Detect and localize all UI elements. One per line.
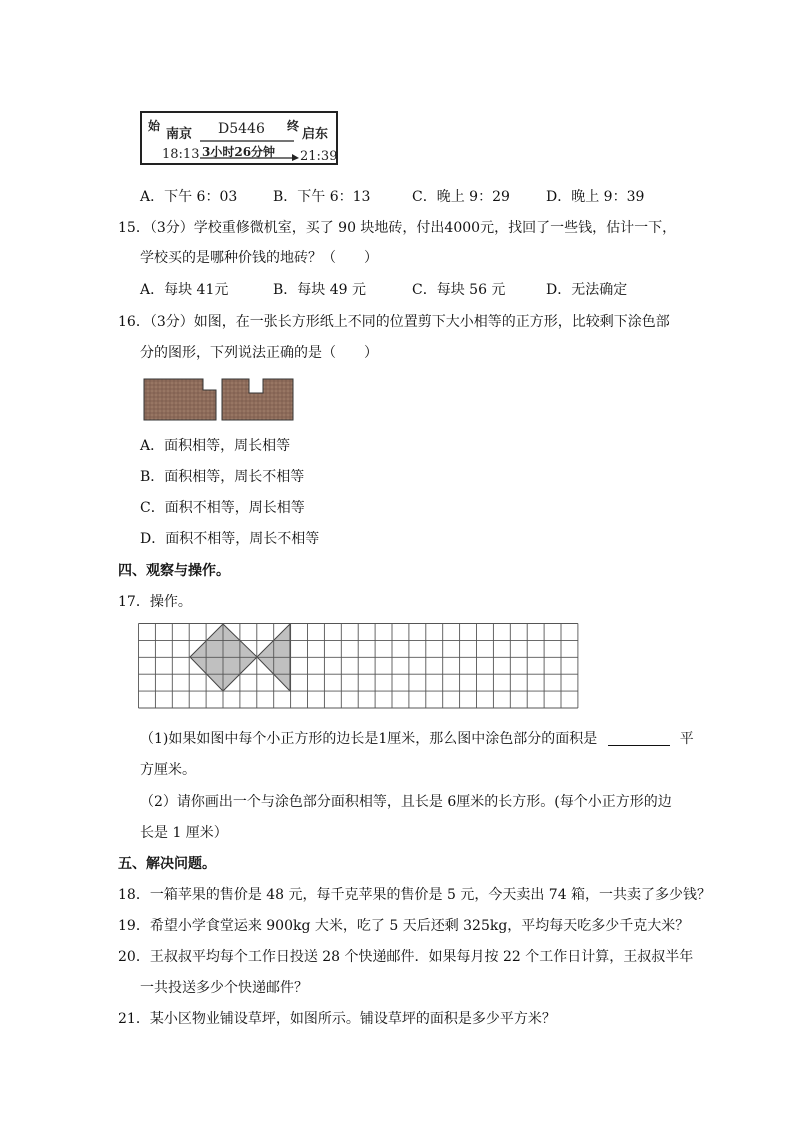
- q17-grid-figure: [138, 623, 584, 711]
- ticket-start-mark: 始: [148, 119, 161, 133]
- train-ticket-figure: [140, 111, 338, 165]
- q17-sub1-unit-start: 平: [679, 731, 694, 747]
- q16-option-b: B．面积相等，周长不相等: [140, 469, 305, 485]
- q15-option-a: A．每块 41元: [140, 282, 229, 298]
- q15-option-d: D．无法确定: [546, 282, 628, 298]
- ticket-duration: 3小时26分钟: [202, 145, 276, 159]
- q21-text: 21．某小区物业铺设草坪，如图所示。铺设草坪的面积是多少平方米？: [118, 1011, 556, 1027]
- q16-shapes-figure: [143, 378, 295, 422]
- q14-option-c: C．晚上 9：29: [412, 189, 510, 205]
- ticket-arrive-time: 21:39: [300, 149, 338, 164]
- q17-sub1-line2: 方厘米。: [140, 762, 196, 778]
- q15-text-line2: 学校买的是哪种价钱的地砖？（ ）: [140, 250, 378, 266]
- ticket-to-station: 启东: [302, 127, 329, 142]
- q16-text-line1: 16．（3分）如图，在一张长方形纸上不同的位置剪下大小相等的正方形，比较剩下涂色部: [118, 314, 670, 330]
- q16-option-c: C．面积不相等，周长相等: [140, 500, 305, 516]
- ticket-depart-time: 18:13: [162, 147, 200, 162]
- q16-text-line2: 分的图形，下列说法正确的是（ ）: [140, 345, 378, 361]
- q17-sub1-text: （1)如果如图中每个小正方形的边长是1厘米，那么图中涂色部分的面积是: [140, 731, 598, 747]
- q16-option-d: D．面积不相等，周长不相等: [140, 531, 320, 547]
- q20-text-line1: 20．王叔叔平均每个工作日投送 28 个快递邮件．如果每月按 22 个工作日计算，王叔叔半年: [118, 949, 694, 965]
- q16-shape-right: [222, 379, 293, 420]
- q17-sub2-line1: （2）请你画出一个与涂色部分面积相等，且长是 6厘米的长方形。(每个小正方形的边: [140, 794, 672, 810]
- q15-option-b: B．每块 49 元: [273, 282, 367, 298]
- section-4-heading: 四、观察与操作。: [118, 563, 230, 579]
- q17-answer-blank[interactable]: [608, 731, 670, 746]
- ticket-arrow-icon: [200, 139, 300, 165]
- q17-sub2-line2: 长是 1 厘米）: [140, 825, 228, 841]
- q18-text: 18．一箱苹果的售价是 48 元，每千克苹果的售价是 5 元，今天卖出 74 箱，一共卖了多少钱？: [118, 887, 712, 903]
- ticket-from-station: 南京: [166, 127, 193, 142]
- q15-option-c: C．每块 56 元: [412, 282, 506, 298]
- section-5-heading: 五、解决问题。: [118, 856, 216, 872]
- q20-text-line2: 一共投送多少个快递邮件？: [140, 980, 308, 996]
- q16-option-a: A．面积相等，周长相等: [140, 438, 291, 454]
- q14-option-d: D．晚上 9：39: [546, 189, 645, 205]
- q17-title: 17．操作。: [118, 594, 192, 610]
- ticket-train-number: D5446: [218, 121, 265, 137]
- q17-sub1-line1: [140, 728, 694, 748]
- q15-text-line1: 15．（3分）学校重修微机室，买了 90 块地砖，付出4000元，找回了一些钱，估计一下，: [118, 220, 677, 236]
- q14-option-b: B．下午 6：13: [273, 189, 371, 205]
- q19-text: 19．希望小学食堂运来 900kg 大米，吃了 5 天后还剩 325kg，平均每天吃多少千克大米？: [118, 918, 690, 934]
- ticket-end-mark: 终: [287, 119, 300, 133]
- q16-shape-left: [144, 379, 216, 420]
- q14-option-a: A．下午 6：03: [140, 189, 238, 205]
